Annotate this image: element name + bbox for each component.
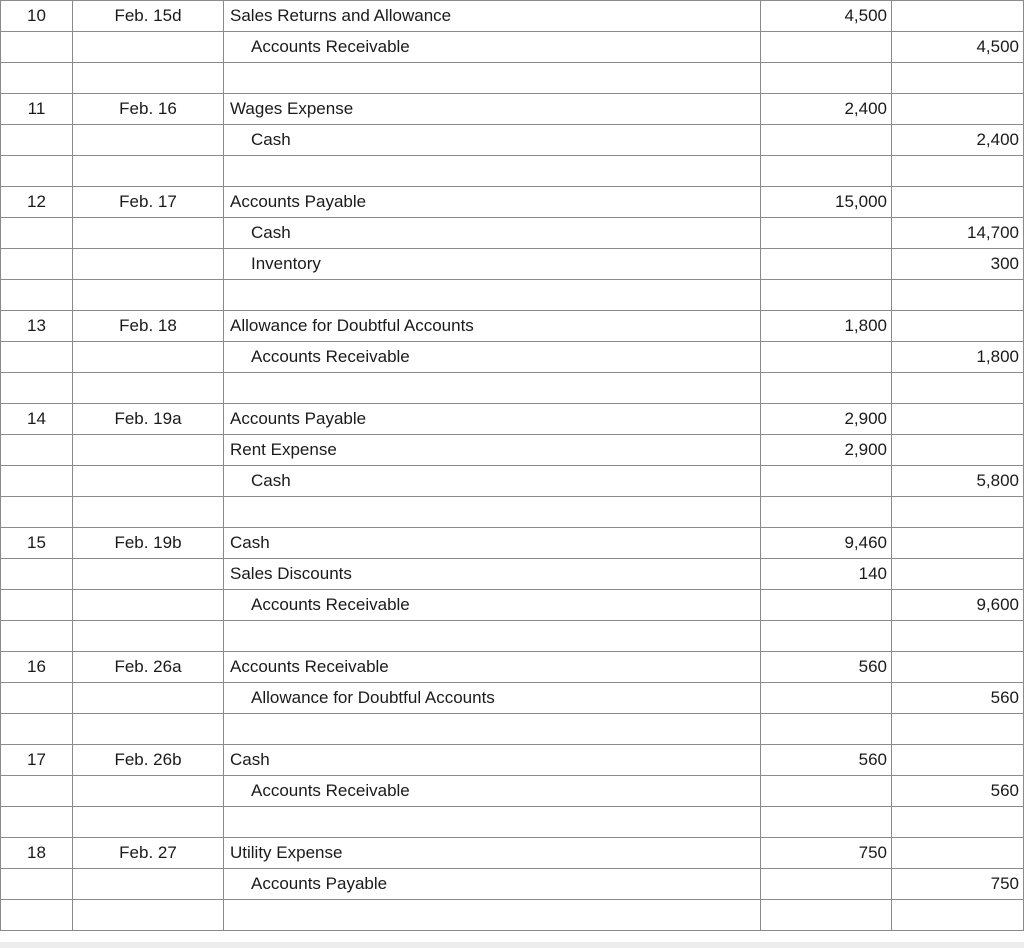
debit-cell: 2,900 bbox=[761, 404, 892, 435]
spacer-cell bbox=[224, 807, 761, 838]
entry-number-cell: 17 bbox=[1, 745, 73, 776]
account-cell: Allowance for Doubtful Accounts bbox=[224, 311, 761, 342]
spacer-cell bbox=[892, 621, 1024, 652]
spacer-row bbox=[1, 280, 1024, 311]
credit-cell bbox=[892, 435, 1024, 466]
credit-cell bbox=[892, 838, 1024, 869]
credit-cell bbox=[892, 745, 1024, 776]
debit-cell bbox=[761, 466, 892, 497]
entry-number-cell bbox=[1, 559, 73, 590]
account-cell: Cash bbox=[224, 218, 761, 249]
spacer-cell bbox=[224, 373, 761, 404]
account-cell: Inventory bbox=[224, 249, 761, 280]
entry-date-cell: Feb. 17 bbox=[73, 187, 224, 218]
debit-cell: 15,000 bbox=[761, 187, 892, 218]
spacer-cell bbox=[1, 63, 73, 94]
entry-number-cell bbox=[1, 218, 73, 249]
entry-number-cell bbox=[1, 869, 73, 900]
entry-date-cell bbox=[73, 776, 224, 807]
account-cell: Sales Returns and Allowance bbox=[224, 1, 761, 32]
debit-cell bbox=[761, 218, 892, 249]
spacer-cell bbox=[892, 714, 1024, 745]
spacer-cell bbox=[224, 280, 761, 311]
entry-date-cell: Feb. 27 bbox=[73, 838, 224, 869]
account-cell: Accounts Receivable bbox=[224, 32, 761, 63]
entry-date-cell: Feb. 19a bbox=[73, 404, 224, 435]
account-cell: Allowance for Doubtful Accounts bbox=[224, 683, 761, 714]
spacer-cell bbox=[761, 714, 892, 745]
spacer-cell bbox=[892, 807, 1024, 838]
journal-row bbox=[1, 1, 1024, 32]
credit-cell: 5,800 bbox=[892, 466, 1024, 497]
account-cell: Accounts Receivable bbox=[224, 342, 761, 373]
debit-cell: 2,400 bbox=[761, 94, 892, 125]
spacer-cell bbox=[1, 497, 73, 528]
spacer-cell bbox=[224, 156, 761, 187]
entry-number-cell: 16 bbox=[1, 652, 73, 683]
entry-date-cell bbox=[73, 559, 224, 590]
entry-date-cell: Feb. 26a bbox=[73, 652, 224, 683]
journal-row bbox=[1, 218, 1024, 249]
credit-cell: 2,400 bbox=[892, 125, 1024, 156]
journal-row bbox=[1, 187, 1024, 218]
spacer-cell bbox=[73, 621, 224, 652]
entry-date-cell: Feb. 18 bbox=[73, 311, 224, 342]
spacer-cell bbox=[1, 156, 73, 187]
spacer-row bbox=[1, 900, 1024, 931]
spacer-cell bbox=[73, 156, 224, 187]
journal-row bbox=[1, 838, 1024, 869]
spacer-cell bbox=[1, 280, 73, 311]
entry-date-cell bbox=[73, 125, 224, 156]
account-cell: Accounts Payable bbox=[224, 869, 761, 900]
account-cell: Cash bbox=[224, 528, 761, 559]
spacer-cell bbox=[892, 280, 1024, 311]
debit-cell bbox=[761, 342, 892, 373]
spacer-cell bbox=[73, 807, 224, 838]
spacer-cell bbox=[224, 63, 761, 94]
spacer-cell bbox=[761, 621, 892, 652]
debit-cell bbox=[761, 32, 892, 63]
journal-row bbox=[1, 745, 1024, 776]
entry-number-cell: 10 bbox=[1, 1, 73, 32]
spacer-row bbox=[1, 807, 1024, 838]
spacer-cell bbox=[73, 714, 224, 745]
debit-cell: 560 bbox=[761, 652, 892, 683]
entry-date-cell: Feb. 19b bbox=[73, 528, 224, 559]
spacer-cell bbox=[73, 63, 224, 94]
entry-number-cell: 15 bbox=[1, 528, 73, 559]
credit-cell: 750 bbox=[892, 869, 1024, 900]
credit-cell: 560 bbox=[892, 683, 1024, 714]
account-cell: Cash bbox=[224, 466, 761, 497]
spacer-cell bbox=[761, 497, 892, 528]
journal-row bbox=[1, 528, 1024, 559]
entry-date-cell bbox=[73, 869, 224, 900]
credit-cell bbox=[892, 404, 1024, 435]
entry-number-cell: 14 bbox=[1, 404, 73, 435]
spacer-row bbox=[1, 714, 1024, 745]
spacer-cell bbox=[892, 373, 1024, 404]
entry-date-cell: Feb. 16 bbox=[73, 94, 224, 125]
bottom-strip bbox=[0, 942, 1024, 948]
credit-cell: 4,500 bbox=[892, 32, 1024, 63]
debit-cell: 4,500 bbox=[761, 1, 892, 32]
account-cell: Wages Expense bbox=[224, 94, 761, 125]
credit-cell bbox=[892, 1, 1024, 32]
journal-row bbox=[1, 311, 1024, 342]
spacer-cell bbox=[1, 714, 73, 745]
credit-cell bbox=[892, 94, 1024, 125]
journal-row bbox=[1, 435, 1024, 466]
entry-date-cell: Feb. 15d bbox=[73, 1, 224, 32]
entry-number-cell bbox=[1, 776, 73, 807]
credit-cell bbox=[892, 652, 1024, 683]
debit-cell: 9,460 bbox=[761, 528, 892, 559]
spacer-cell bbox=[73, 280, 224, 311]
spacer-cell bbox=[224, 900, 761, 931]
account-cell: Utility Expense bbox=[224, 838, 761, 869]
journal-row bbox=[1, 342, 1024, 373]
entry-number-cell bbox=[1, 342, 73, 373]
entry-date-cell bbox=[73, 435, 224, 466]
journal-row bbox=[1, 94, 1024, 125]
entry-number-cell bbox=[1, 249, 73, 280]
journal-row bbox=[1, 590, 1024, 621]
debit-cell bbox=[761, 869, 892, 900]
credit-cell bbox=[892, 311, 1024, 342]
entry-number-cell bbox=[1, 125, 73, 156]
spacer-cell bbox=[224, 497, 761, 528]
entry-number-cell: 11 bbox=[1, 94, 73, 125]
entry-number-cell: 12 bbox=[1, 187, 73, 218]
spacer-cell bbox=[761, 156, 892, 187]
spacer-cell bbox=[1, 900, 73, 931]
account-cell: Rent Expense bbox=[224, 435, 761, 466]
debit-cell: 1,800 bbox=[761, 311, 892, 342]
account-cell: Cash bbox=[224, 125, 761, 156]
entry-date-cell bbox=[73, 590, 224, 621]
credit-cell: 300 bbox=[892, 249, 1024, 280]
spacer-cell bbox=[73, 373, 224, 404]
spacer-cell bbox=[892, 900, 1024, 931]
journal-body bbox=[1, 1, 1024, 931]
credit-cell bbox=[892, 559, 1024, 590]
credit-cell: 1,800 bbox=[892, 342, 1024, 373]
journal-row bbox=[1, 125, 1024, 156]
entry-date-cell bbox=[73, 683, 224, 714]
account-cell: Accounts Receivable bbox=[224, 590, 761, 621]
account-cell: Accounts Payable bbox=[224, 404, 761, 435]
debit-cell bbox=[761, 125, 892, 156]
spacer-cell bbox=[892, 63, 1024, 94]
spacer-row bbox=[1, 63, 1024, 94]
spacer-row bbox=[1, 621, 1024, 652]
credit-cell: 560 bbox=[892, 776, 1024, 807]
account-cell: Accounts Payable bbox=[224, 187, 761, 218]
spacer-cell bbox=[761, 807, 892, 838]
entry-date-cell bbox=[73, 466, 224, 497]
account-cell: Accounts Receivable bbox=[224, 776, 761, 807]
debit-cell: 2,900 bbox=[761, 435, 892, 466]
account-cell: Accounts Receivable bbox=[224, 652, 761, 683]
journal-row bbox=[1, 683, 1024, 714]
entry-number-cell bbox=[1, 466, 73, 497]
credit-cell bbox=[892, 528, 1024, 559]
debit-cell bbox=[761, 249, 892, 280]
spacer-cell bbox=[761, 900, 892, 931]
entry-number-cell bbox=[1, 590, 73, 621]
spacer-row bbox=[1, 156, 1024, 187]
debit-cell bbox=[761, 776, 892, 807]
entry-number-cell bbox=[1, 683, 73, 714]
spacer-cell bbox=[73, 900, 224, 931]
spacer-cell bbox=[1, 807, 73, 838]
spacer-cell bbox=[761, 373, 892, 404]
spacer-cell bbox=[892, 156, 1024, 187]
journal-row bbox=[1, 869, 1024, 900]
spacer-cell bbox=[224, 621, 761, 652]
entry-date-cell: Feb. 26b bbox=[73, 745, 224, 776]
journal-row bbox=[1, 404, 1024, 435]
spacer-row bbox=[1, 497, 1024, 528]
account-cell: Cash bbox=[224, 745, 761, 776]
entry-number-cell: 18 bbox=[1, 838, 73, 869]
account-cell: Sales Discounts bbox=[224, 559, 761, 590]
journal-row bbox=[1, 652, 1024, 683]
credit-cell: 9,600 bbox=[892, 590, 1024, 621]
entry-date-cell bbox=[73, 249, 224, 280]
credit-cell: 14,700 bbox=[892, 218, 1024, 249]
debit-cell: 140 bbox=[761, 559, 892, 590]
journal-row bbox=[1, 32, 1024, 63]
debit-cell: 750 bbox=[761, 838, 892, 869]
entry-date-cell bbox=[73, 342, 224, 373]
spacer-cell bbox=[892, 497, 1024, 528]
journal-row bbox=[1, 776, 1024, 807]
entry-date-cell bbox=[73, 32, 224, 63]
entry-number-cell bbox=[1, 32, 73, 63]
spacer-cell bbox=[761, 63, 892, 94]
entry-date-cell bbox=[73, 218, 224, 249]
spacer-cell bbox=[224, 714, 761, 745]
debit-cell: 560 bbox=[761, 745, 892, 776]
credit-cell bbox=[892, 187, 1024, 218]
spacer-cell bbox=[761, 280, 892, 311]
debit-cell bbox=[761, 590, 892, 621]
spacer-cell bbox=[1, 373, 73, 404]
spacer-row bbox=[1, 373, 1024, 404]
entry-number-cell: 13 bbox=[1, 311, 73, 342]
spacer-cell bbox=[73, 497, 224, 528]
debit-cell bbox=[761, 683, 892, 714]
entry-number-cell bbox=[1, 435, 73, 466]
journal-row bbox=[1, 249, 1024, 280]
journal-row bbox=[1, 466, 1024, 497]
journal-row bbox=[1, 559, 1024, 590]
spacer-cell bbox=[1, 621, 73, 652]
